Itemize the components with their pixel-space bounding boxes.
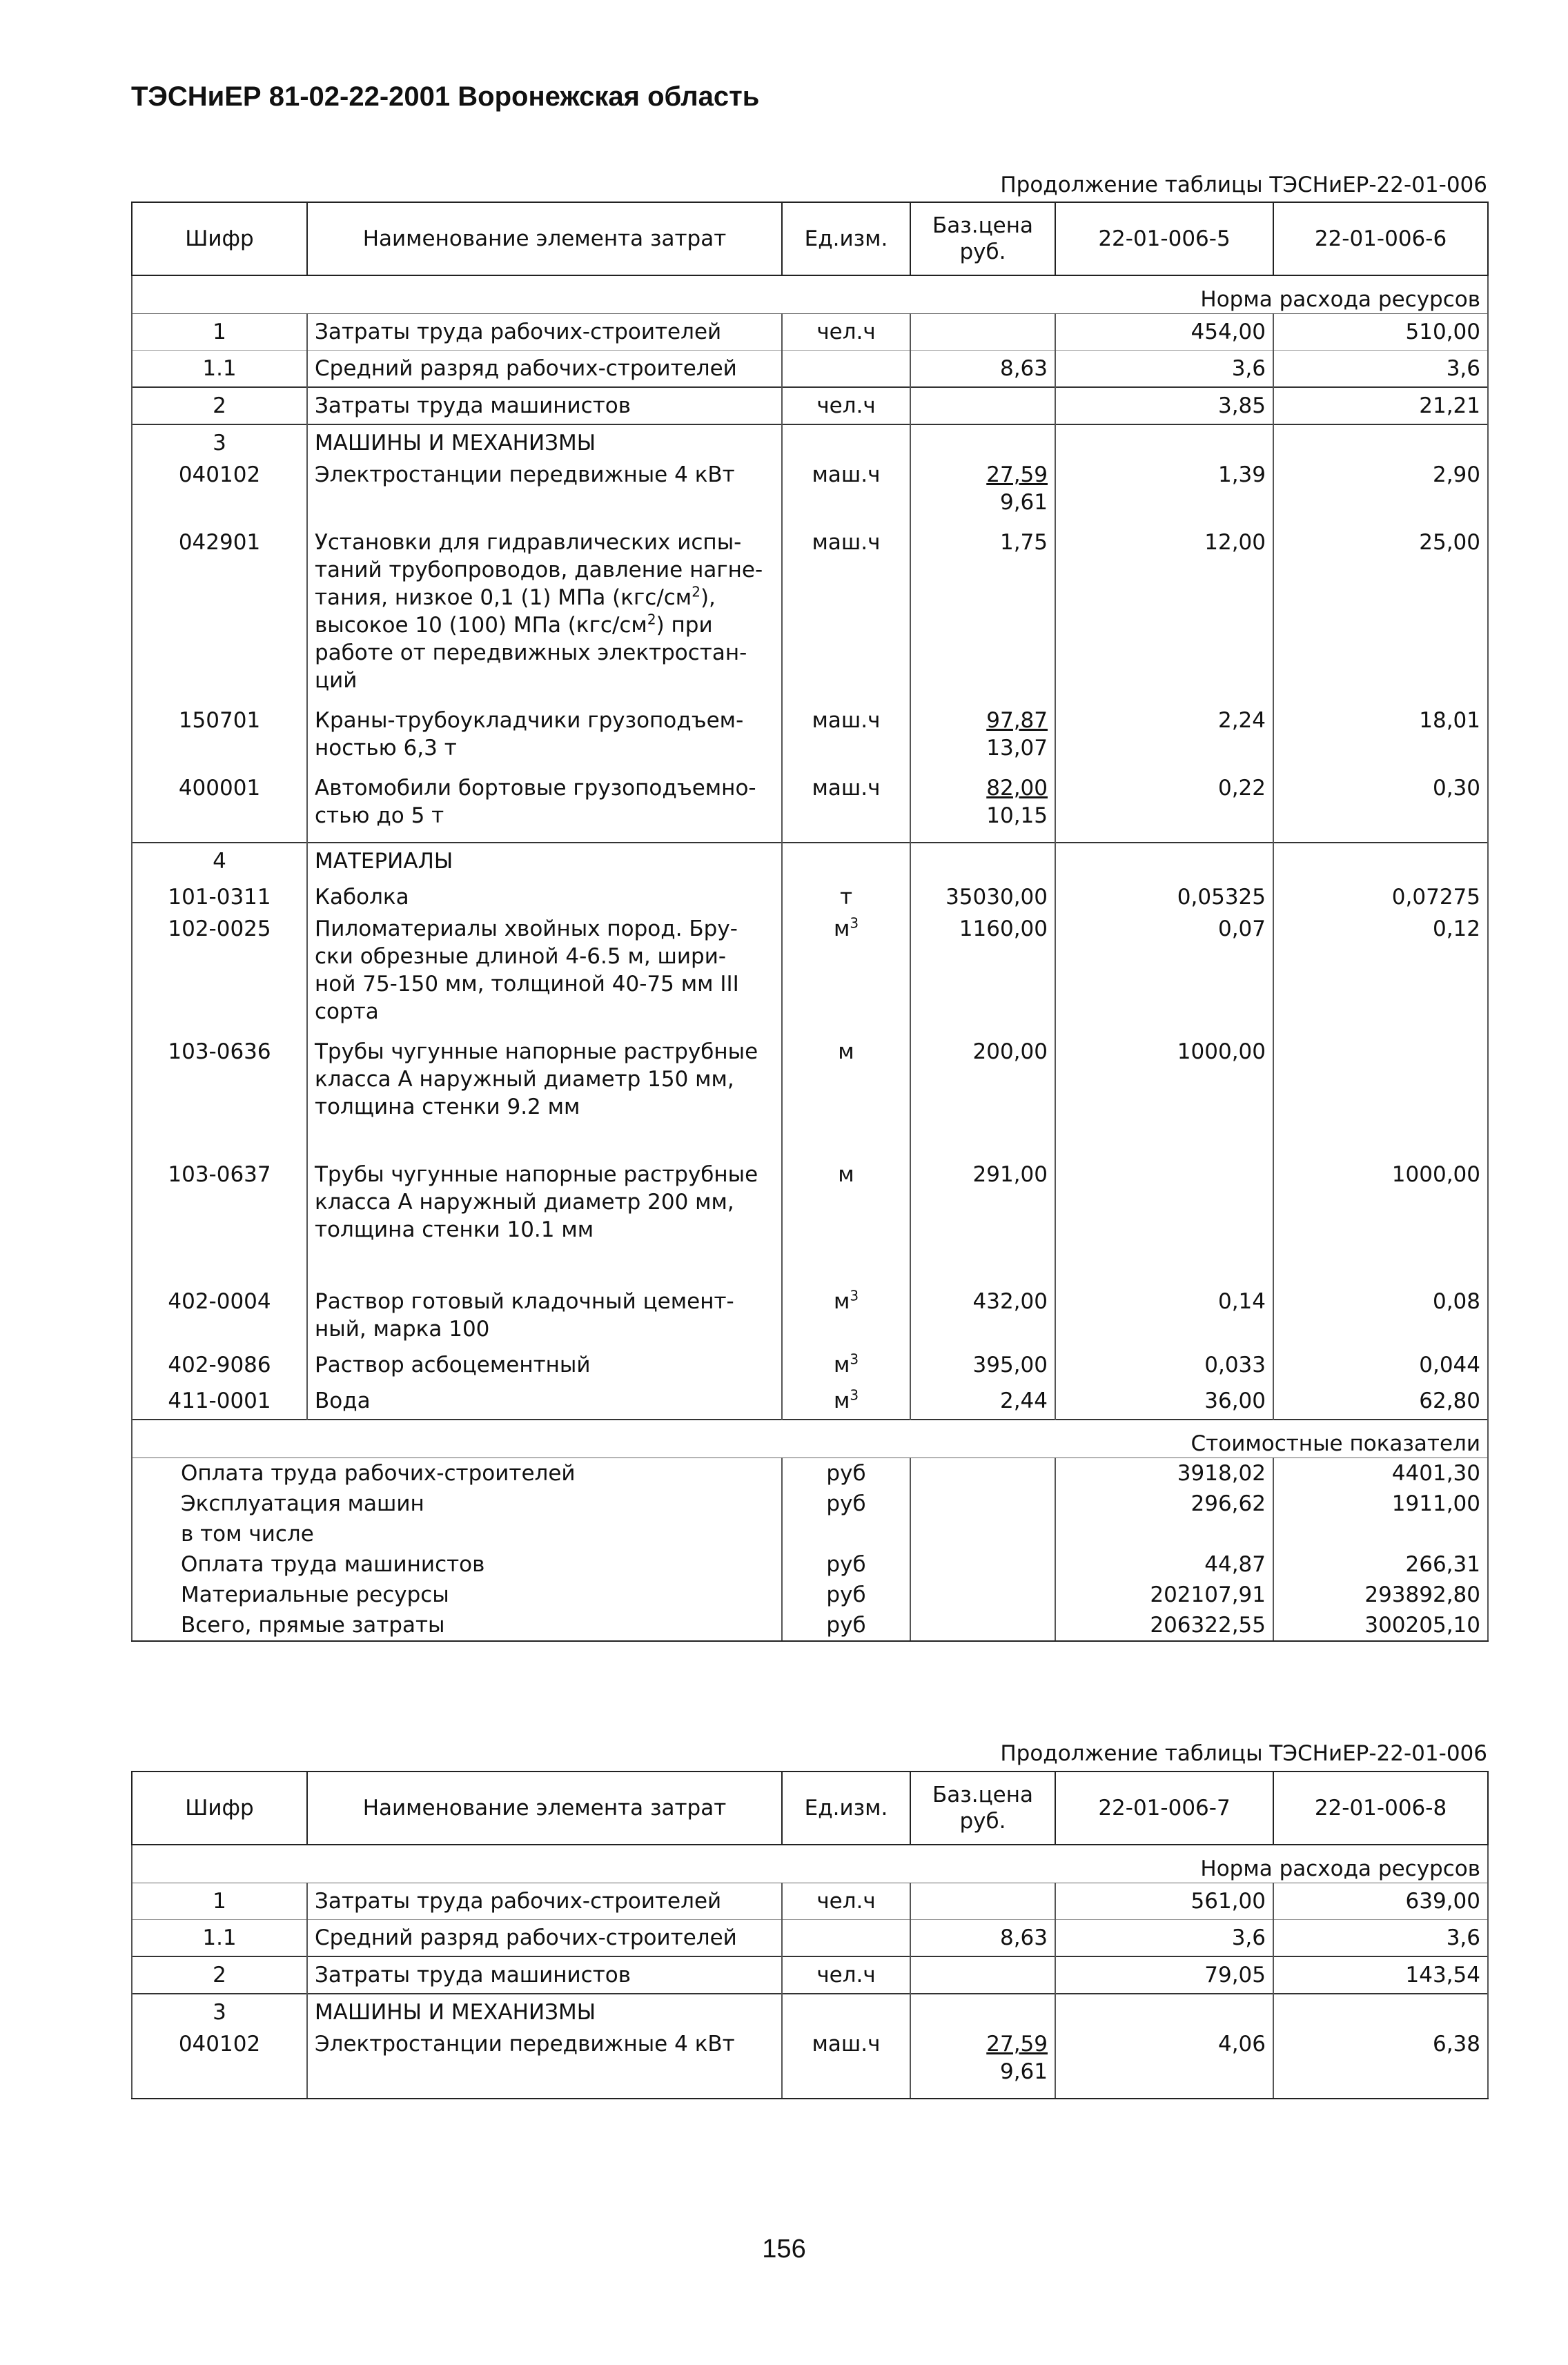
row-value-b [1273, 1038, 1488, 1161]
table-caption: Продолжение таблицы ТЭСНиЕР-22-01-006 [1000, 173, 1487, 197]
row-value-a: 79,05 [1055, 1956, 1273, 1994]
row-name: Средний разряд рабочих-строителей [307, 1920, 782, 1957]
row-price: 1160,00 [910, 915, 1055, 1038]
summary-row [132, 1489, 1488, 1519]
row-price: 395,00 [910, 1347, 1055, 1383]
row-name: Затраты труда рабочих-строителей [307, 1883, 782, 1920]
summary-label: Эксплуатация машин [132, 1489, 782, 1519]
row-value-a: 1,39 [1055, 461, 1273, 529]
row-code: 101-0311 [132, 879, 307, 915]
table-caption: Продолжение таблицы ТЭСНиЕР-22-01-006 [1000, 1741, 1487, 1766]
table-row [132, 1038, 1488, 1161]
table-row [132, 351, 1488, 388]
header-unit: Ед.изм. [782, 1772, 910, 1845]
row-name: Раствор асбоцементный [307, 1347, 782, 1383]
row-value-b: 0,044 [1273, 1347, 1488, 1383]
row-unit [782, 351, 910, 388]
row-value-b: 62,80 [1273, 1383, 1488, 1420]
row-price: 291,00 [910, 1161, 1055, 1284]
row-value-b: 0,30 [1273, 774, 1488, 843]
row-unit: маш.ч [782, 2030, 910, 2099]
row-price-main: 97,87 [986, 708, 1048, 733]
table-row [132, 2030, 1488, 2099]
table-row [132, 529, 1488, 707]
row-name: Пиломатериалы хвойных пород. Бру- ски обрезные длиной 4-6.5 м, шири- ной 75-150 мм, толщиной 40-75 мм III сорта [307, 915, 782, 1038]
row-code: 102-0025 [132, 915, 307, 1038]
summary-value-a: 296,62 [1055, 1489, 1273, 1519]
summary-value-b [1273, 1519, 1488, 1549]
row-code: 2 [132, 1956, 307, 1994]
header-col-b: 22-01-006-6 [1273, 202, 1488, 275]
row-value-a [1055, 1161, 1273, 1284]
row-price [910, 774, 1055, 843]
row-unit: м [782, 1161, 910, 1284]
norma-row [132, 275, 1488, 314]
table-row [132, 1284, 1488, 1347]
row-value-b: 0,07275 [1273, 879, 1488, 915]
summary-row [132, 1549, 1488, 1580]
cost-label: Стоимостные показатели [132, 1420, 1488, 1458]
table-header-row [132, 202, 1488, 275]
row-value-a: 2,24 [1055, 707, 1273, 774]
header-code: Шифр [132, 202, 307, 275]
row-value-a: 1000,00 [1055, 1038, 1273, 1161]
header-base-price-line1: Баз.цена [932, 1783, 1034, 1807]
table-row [132, 1383, 1488, 1420]
row-code: 103-0637 [132, 1161, 307, 1284]
row-value-a: 36,00 [1055, 1383, 1273, 1420]
table-header-row [132, 1772, 1488, 1845]
row-price-main: 27,59 [986, 2032, 1048, 2057]
summary-value-a: 202107,91 [1055, 1580, 1273, 1610]
row-code: 2 [132, 387, 307, 424]
row-value-b: 510,00 [1273, 314, 1488, 351]
table-row [132, 1161, 1488, 1284]
row-unit: чел.ч [782, 1956, 910, 1994]
row-unit: м [782, 1038, 910, 1161]
row-price: 35030,00 [910, 879, 1055, 915]
summary-label: Материальные ресурсы [132, 1580, 782, 1610]
summary-row [132, 1458, 1488, 1489]
row-price: 8,63 [910, 1920, 1055, 1957]
row-unit: $м^3$ [782, 1347, 910, 1383]
row-value-b: 0,12 [1273, 915, 1488, 1038]
row-name: Затраты труда машинистов [307, 1956, 782, 1994]
table-row [132, 1920, 1488, 1957]
row-name: Установки для гидравлических испы- таний трубопроводов, давление нагне- тания, низкое 0,1 (1) МПа $(кгс/см^2)$, высокое 10 (100) МПа $(кгс/см^2)$ при работе от передвижных электростан- ций [307, 529, 782, 707]
section-name: МАШИНЫ И МЕХАНИЗМЫ [307, 424, 782, 461]
row-name: Каболка [307, 879, 782, 915]
norma-row [132, 1845, 1488, 1883]
row-price-machinist: 13,07 [986, 736, 1048, 760]
header-base-price [910, 202, 1055, 275]
header-code: Шифр [132, 1772, 307, 1845]
row-name: Автомобили бортовые грузоподъемно- стью до 5 т [307, 774, 782, 843]
cost-label-row [132, 1420, 1488, 1458]
row-unit: маш.ч [782, 707, 910, 774]
table-row [132, 1347, 1488, 1383]
document-title: ТЭСНиЕР 81-02-22-2001 Воронежская область [131, 81, 760, 112]
row-code: 400001 [132, 774, 307, 843]
row-value-b: 0,08 [1273, 1284, 1488, 1347]
row-value-b: 25,00 [1273, 529, 1488, 707]
row-name: Электростанции передвижные 4 кВт [307, 461, 782, 529]
summary-value-b: 293892,80 [1273, 1580, 1488, 1610]
row-unit: маш.ч [782, 774, 910, 843]
section-row [132, 843, 1488, 879]
row-unit: чел.ч [782, 314, 910, 351]
row-value-a: 4,06 [1055, 2030, 1273, 2099]
header-col-a: 22-01-006-7 [1055, 1772, 1273, 1845]
row-price [910, 2030, 1055, 2099]
table-row [132, 1956, 1488, 1994]
summary-value-a: 206322,55 [1055, 1610, 1273, 1641]
row-unit: маш.ч [782, 461, 910, 529]
row-code: 150701 [132, 707, 307, 774]
header-base-price [910, 1772, 1055, 1845]
row-price-machinist: 10,15 [986, 803, 1048, 828]
summary-unit [782, 1519, 910, 1549]
row-value-a: 3,6 [1055, 1920, 1273, 1957]
row-name: Затраты труда рабочих-строителей [307, 314, 782, 351]
row-code: 402-0004 [132, 1284, 307, 1347]
summary-value-b: 1911,00 [1273, 1489, 1488, 1519]
resource-table-2 [131, 1771, 1489, 2099]
row-value-a: 3,85 [1055, 387, 1273, 424]
row-name: Средний разряд рабочих-строителей [307, 351, 782, 388]
section-row [132, 424, 1488, 461]
row-value-a: 454,00 [1055, 314, 1273, 351]
header-name: Наименование элемента затрат [307, 202, 782, 275]
summary-label: в том числе [132, 1519, 782, 1549]
row-code: 1 [132, 1883, 307, 1920]
summary-unit: руб [782, 1489, 910, 1519]
table-row [132, 707, 1488, 774]
summary-row [132, 1580, 1488, 1610]
row-unit [782, 1920, 910, 1957]
row-value-a: 3,6 [1055, 351, 1273, 388]
section-code: 3 [132, 424, 307, 461]
summary-label: Всего, прямые затраты [132, 1610, 782, 1641]
summary-label: Оплата труда машинистов [132, 1549, 782, 1580]
page-number: 156 [762, 2235, 806, 2264]
section-row [132, 1994, 1488, 2030]
header-col-b: 22-01-006-8 [1273, 1772, 1488, 1845]
table-row [132, 461, 1488, 529]
row-unit: т [782, 879, 910, 915]
row-name: Трубы чугунные напорные раструбные класса А наружный диаметр 200 мм, толщина стенки 10.1 мм [307, 1161, 782, 1284]
row-value-b: 18,01 [1273, 707, 1488, 774]
row-unit: чел.ч [782, 387, 910, 424]
row-unit: $м^3$ [782, 915, 910, 1038]
header-base-price-line2: руб. [959, 1809, 1006, 1834]
summary-row [132, 1519, 1488, 1549]
summary-value-b: 266,31 [1273, 1549, 1488, 1580]
row-price [910, 1883, 1055, 1920]
section-code: 3 [132, 1994, 307, 2030]
summary-label: Оплата труда рабочих-строителей [132, 1458, 782, 1489]
summary-value-a [1055, 1519, 1273, 1549]
row-value-b: 143,54 [1273, 1956, 1488, 1994]
table-row [132, 774, 1488, 843]
summary-value-a: 44,87 [1055, 1549, 1273, 1580]
row-price-main: 82,00 [986, 776, 1048, 801]
row-code: 411-0001 [132, 1383, 307, 1420]
row-price [910, 461, 1055, 529]
row-value-a: 0,14 [1055, 1284, 1273, 1347]
row-price-machinist: 9,61 [999, 2059, 1048, 2084]
row-price: 2,44 [910, 1383, 1055, 1420]
norma-label: Норма расхода ресурсов [132, 275, 1488, 314]
resource-table-1 [131, 202, 1489, 1642]
summary-row [132, 1610, 1488, 1641]
row-code: 042901 [132, 529, 307, 707]
row-unit: $м^3$ [782, 1284, 910, 1347]
row-price [910, 314, 1055, 351]
row-code: 1.1 [132, 1920, 307, 1957]
row-name: Затраты труда машинистов [307, 387, 782, 424]
section-name: МАТЕРИАЛЫ [307, 843, 782, 879]
row-value-b: 2,90 [1273, 461, 1488, 529]
row-value-a: 561,00 [1055, 1883, 1273, 1920]
row-price [910, 707, 1055, 774]
row-price-main: 27,59 [986, 462, 1048, 487]
header-base-price-line2: руб. [959, 239, 1006, 264]
row-name: Электростанции передвижные 4 кВт [307, 2030, 782, 2099]
row-value-b: 1000,00 [1273, 1161, 1488, 1284]
row-value-b: 3,6 [1273, 1920, 1488, 1957]
row-value-a: 0,05325 [1055, 879, 1273, 915]
row-price: 200,00 [910, 1038, 1055, 1161]
header-name: Наименование элемента затрат [307, 1772, 782, 1845]
header-unit: Ед.изм. [782, 202, 910, 275]
row-code: 040102 [132, 2030, 307, 2099]
row-price: 8,63 [910, 351, 1055, 388]
row-value-a: 0,22 [1055, 774, 1273, 843]
row-code: 1 [132, 314, 307, 351]
table-row [132, 879, 1488, 915]
table-row [132, 387, 1488, 424]
row-value-a: 0,033 [1055, 1347, 1273, 1383]
summary-value-b: 4401,30 [1273, 1458, 1488, 1489]
summary-value-a: 3918,02 [1055, 1458, 1273, 1489]
row-code: 040102 [132, 461, 307, 529]
table-row [132, 314, 1488, 351]
row-price [910, 387, 1055, 424]
row-code: 1.1 [132, 351, 307, 388]
row-name: Краны-трубоукладчики грузоподъем- ностью 6,3 т [307, 707, 782, 774]
summary-unit: руб [782, 1580, 910, 1610]
row-value-b: 6,38 [1273, 2030, 1488, 2099]
row-code: 103-0636 [132, 1038, 307, 1161]
summary-unit: руб [782, 1458, 910, 1489]
row-price [910, 1956, 1055, 1994]
row-code: 402-9086 [132, 1347, 307, 1383]
row-value-a: 12,00 [1055, 529, 1273, 707]
row-name: Трубы чугунные напорные раструбные класса А наружный диаметр 150 мм, толщина стенки 9.2 мм [307, 1038, 782, 1161]
summary-value-b: 300205,10 [1273, 1610, 1488, 1641]
row-value-b: 3,6 [1273, 351, 1488, 388]
row-price: 1,75 [910, 529, 1055, 707]
summary-unit: руб [782, 1610, 910, 1641]
row-unit: $м^3$ [782, 1383, 910, 1420]
row-unit: маш.ч [782, 529, 910, 707]
row-name: Раствор готовый кладочный цемент- ный, марка 100 [307, 1284, 782, 1347]
summary-unit: руб [782, 1549, 910, 1580]
row-value-b: 639,00 [1273, 1883, 1488, 1920]
table-row [132, 915, 1488, 1038]
header-col-a: 22-01-006-5 [1055, 202, 1273, 275]
table-row [132, 1883, 1488, 1920]
row-price-machinist: 9,61 [999, 490, 1048, 515]
section-code: 4 [132, 843, 307, 879]
row-value-a: 0,07 [1055, 915, 1273, 1038]
row-value-b: 21,21 [1273, 387, 1488, 424]
row-name: Вода [307, 1383, 782, 1420]
norma-label: Норма расхода ресурсов [132, 1845, 1488, 1883]
row-unit: чел.ч [782, 1883, 910, 1920]
row-price: 432,00 [910, 1284, 1055, 1347]
header-base-price-line1: Баз.цена [932, 213, 1034, 238]
section-name: МАШИНЫ И МЕХАНИЗМЫ [307, 1994, 782, 2030]
